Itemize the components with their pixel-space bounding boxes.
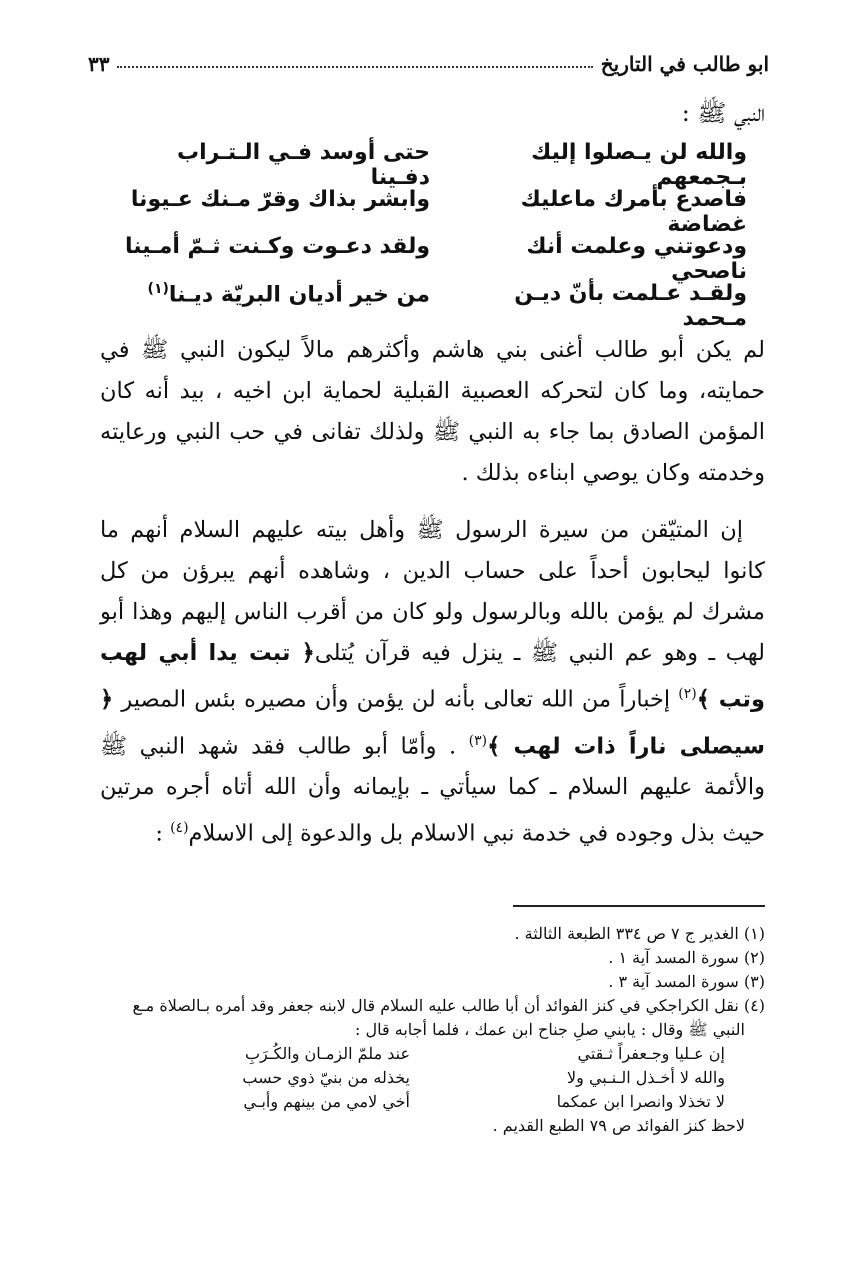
paragraph [100,510,765,855]
body-text [100,330,765,855]
poem-verse [120,187,747,237]
verse-first-hemistich: والله لا أخـذل الـنـبي ولا [567,1068,725,1087]
footnote-reference: لاحظ كنز الفوائد ص ٧٩ الطبع القديم . [492,1116,745,1135]
footnote: (١) الغدير ج ٧ ص ٣٣٤ الطبعة الثالثة . [514,924,765,943]
verse-second-hemistich [120,281,430,328]
footnote: (٣) سورة المسد آية ٣ . [608,972,765,991]
footnote-separator [513,905,765,907]
verse-first-hemistich: فاصدع بأمرك ماعليك غضاضة [520,187,747,237]
verse-second-hemistich [120,187,430,234]
footnote-marker: (٣) [468,732,488,749]
header-title: ابو طالب في التاريخ [600,52,769,76]
paragraph-text: إخباراً من الله تعالى بأنه لن يؤمن وأن مصيره بئس المصير [121,686,679,713]
verse-second-text: ولقد دعـوت وكـنت ثـمّ أمـينا [124,234,430,259]
verse-first-hemistich: ودعوتني وعلمت أنك ناصحي [526,234,747,284]
verse-second-hemistich: أخي لامي من بينهم وأبـي [243,1092,410,1111]
quran-quote: ﴿ تبت يدا أبي لهب وتب ﴾ [100,640,765,713]
footnote-marker: (٢) [678,686,697,702]
poem-verse [120,281,747,331]
verse-second-hemistich: عند ملمّ الزمـان والكُـرَبِ [244,1044,410,1063]
footnote-verse [100,1090,765,1114]
verse-second-text: حتى أوسد فـي الـتـراب دفـينا [177,140,430,190]
footnote: (٢) سورة المسد آية ١ . [608,948,765,967]
verse-first-hemistich: ولقـد عـلمت بأنّ ديـن مـحمد [514,281,747,331]
verse-second-text: وابشر بذاك وقرّ مـنك عـيونا [130,187,430,212]
poem-verse [120,140,747,190]
header-leader-dots [117,66,592,68]
running-header [88,40,769,76]
footnote-marker: (٤) [170,820,189,836]
verse-second-text: من خير أديان البريّة ديـنا [168,282,430,308]
paragraph-end: : [155,820,171,847]
footnote-verse [100,1042,765,1066]
verse-first-hemistich: لا تخذلا وانصرا ابن عمكما [556,1092,725,1111]
verse-first-hemistich: والله لن يـصلوا إليك بـجمعهم [531,140,747,190]
footnote-verse [100,1066,765,1090]
verse-second-hemistich [120,140,430,190]
verse-second-hemistich [120,234,430,281]
footnotes [100,922,765,1138]
poem-block [120,140,747,331]
page-number: ٣٣ [88,52,110,76]
poem-verse [120,234,747,284]
verse-second-hemistich: يخذله من بنيّ ذوي حسب [242,1068,410,1087]
poem-intro: النبي ﷺ : [681,99,765,127]
footnote: (٤) نقل الكراجكي في كنز الفوائد أن أبا طالب عليه السلام قال لابنه جعفر وقد أمره بـالصلاة مـع [132,996,765,1015]
footnote-marker: (١) [147,281,169,297]
paragraph-text: إن المتيّقن من سيرة الرسول ﷺ وأهل بيته عليهم السلام أنهم ما كانوا ليحابون أحداً على حساب الدين ، وشاهده أنهم يبرؤن من كل مشرك لم يؤمن بالله وبالرسول ولو كان من أقرب الناس إليهم وهذا أبو لهب ـ وهو عم النبي ﷺ ـ ينزل فيه قرآن يُتلى [100,517,765,666]
paragraph: لم يكن أبو طالب أغنى بني هاشم وأكثرهم مالاً ليكون النبي ﷺ في حمايته، وما كان لتحركه العصبية القبلية لحماية ابن اخيه ، بيد أنه كان المؤمن الصادق بما جاء به النبي ﷺ ولذلك تفانى في حب النبي ورعايته وخدمته وكان يوصي ابناءه بذلك . [100,337,765,486]
footnote-continued: النبي ﷺ وقال : يابني صلِ جناح ابن عمك ، فلما أجابه قال : [355,1020,745,1039]
paragraph-text: . وأمّا أبو طالب فقد شهد النبي ﷺ والأئمة عليهم السلام ـ كما سيأتي ـ بإيمانه وأن الله أتاه أجره مرتين حيث بذل وجوده في خدمة نبي الاسلام بل والدعوة إلى الاسلام [100,733,765,847]
quran-quote: ﴿ سيصلى ناراً ذات لهب ﴾ [100,686,766,759]
verse-first-hemistich: إن عـليا وجـعفراً ثـقتي [577,1044,725,1063]
